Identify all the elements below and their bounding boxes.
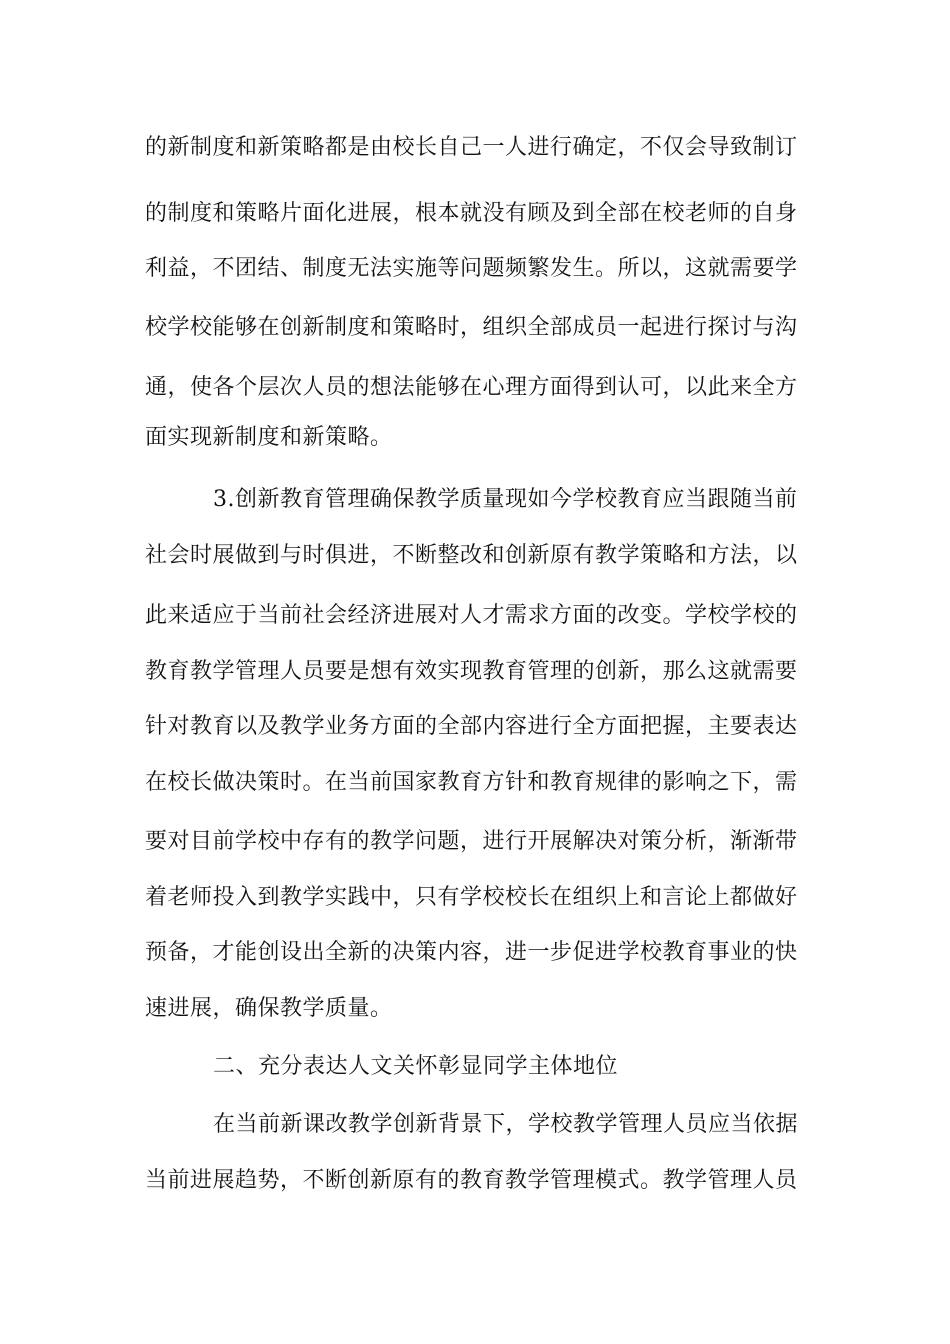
- text-line: 3.创新教育管理确保教学质量现如今学校教育应当跟随当前: [213, 487, 798, 512]
- text-line: 在校长做决策时。在当前国家教育方针和教育规律的影响之下，需: [145, 770, 798, 795]
- text-line: 利益，不团结、制度无法实施等问题频繁发生。所以，这就需要学: [145, 256, 798, 281]
- text-line: 通，使各个层次人员的想法能够在心理方面得到认可，以此来全方: [145, 375, 798, 400]
- text-line: 针对教育以及教学业务方面的全部内容进行全方面把握，主要表达: [145, 714, 798, 739]
- section-heading: 二、充分表达人文关怀彰显同学主体地位: [213, 1054, 619, 1079]
- text-line: 当前进展趋势，不断创新原有的教育教学管理模式。教学管理人员: [145, 1168, 798, 1193]
- text-line: 着老师投入到教学实践中，只有学校校长在组织上和言论上都做好: [145, 885, 798, 910]
- text-line: 预备，才能创设出全新的决策内容，进一步促进学校教育事业的快: [145, 940, 798, 965]
- text-line: 校学校能够在创新制度和策略时，组织全部成员一起进行探讨与沟: [145, 315, 798, 340]
- text-line: 此来适应于当前社会经济进展对人才需求方面的改变。学校学校的: [145, 603, 798, 628]
- text-line: 面实现新制度和新策略。: [145, 425, 393, 450]
- text-line: 的制度和策略片面化进展，根本就没有顾及到全部在校老师的自身: [145, 201, 798, 226]
- text-line: 社会时展做到与时俱进，不断整改和创新原有教学策略和方法，以: [145, 543, 798, 568]
- text-line: 速进展，确保教学质量。: [145, 996, 393, 1021]
- text-line: 要对目前学校中存有的教学问题，进行开展解决对策分析，渐渐带: [145, 829, 798, 854]
- text-line: 教育教学管理人员要是想有效实现教育管理的创新，那么这就需要: [145, 659, 798, 684]
- text-line: 在当前新课改教学创新背景下，学校教学管理人员应当依据: [213, 1112, 799, 1137]
- text-line: 的新制度和新策略都是由校长自己一人进行确定，不仅会导致制订: [145, 135, 798, 160]
